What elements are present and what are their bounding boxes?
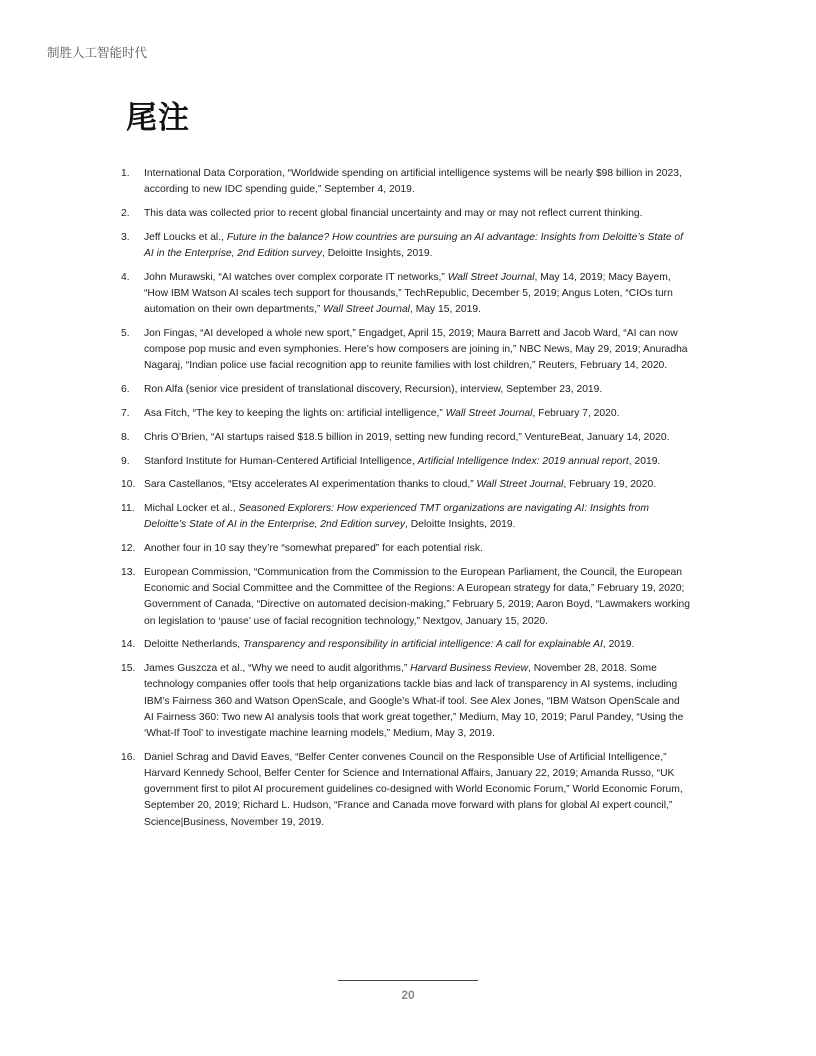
endnote-number: 11. [121,503,135,515]
endnote-number: 6. [121,384,130,396]
endnote-number: 7. [121,408,130,419]
endnote-text: , November 28, 2018. Some technology companies offer tools that help organizations tackle bias and lack of transparency in AI systems, including IBM’s Fairness 360 and Watson OpenScale, and Google’s What-if tool. See Alex Jones, “IBM Watson OpenScale and AI Fairness 360: Two new AI analysis tools that work great together,” Medium, May 10, 2019; Parul Pandey, “Using the ‘What-If Tool’ to investigate machine learning models,” Medium, May 3, 2019. [144,663,684,739]
endnote-title-italic: Wall Street Journal [445,408,533,419]
endnote-item [121,501,691,533]
endnote-title-italic: Wall Street Journal [323,304,410,316]
endnote-item [121,661,691,742]
endnote-title-italic: Wall Street Journal [476,479,564,491]
endnote-text: John Murawski, “AI watches over complex corporate IT networks,” [144,271,448,283]
endnote-text: Sara Castellanos, “Etsy accelerates AI experimentation thanks to cloud,” [144,479,477,491]
endnote-title-italic: Wall Street Journal [447,271,535,283]
endnote-item [121,382,691,398]
endnote-text: , February 7, 2020. [532,408,620,419]
endnote-text: International Data Corporation, “Worldwide spending on artificial intelligence systems will be nearly $98 billion in 2023, according to new IDC spending guide,” September 4, 2019. [144,168,682,196]
endnote-text: Another four in 10 say they’re “somewhat prepared” for each potential risk. [144,543,483,555]
endnote-number: 8. [121,431,130,443]
endnote-item [121,750,691,831]
endnote-text: Daniel Schrag and David Eaves, “Belfer Center convenes Council on the Responsible Use of Artificial Intelligence,” Harvard Kennedy School, Belfer Center for Science and International Affairs, January 22, 2019; Amanda Russo, “UK government first to pilot AI procurement guidelines co-designed with World Economic Forum,” World Economic Forum, September 20, 2019; Richard L. Hudson, “France and Canada move forward with plans for global AI expert council,” Science|Business, November 19, 2019. [144,751,683,828]
endnote-text: , 2019. [628,455,661,467]
endnote-text: Ron Alfa (senior vice president of translational discovery, Recursion), interview, September 23, 2019. [144,384,603,396]
endnote-item [121,230,691,262]
endnote-text: , May 14, 2019; Macy Bayem, “How IBM Watson AI scales tech support for thousands,” TechRepublic, December 5, 2019; Angus Loten, “CIOs turn automation on their own departments,” [144,271,673,316]
endnote-number: 9. [121,455,130,467]
endnote-text: Deloitte Netherlands, [144,639,244,651]
endnote-text: Asa Fitch, “The key to keeping the lights on: artificial intelligence,” [144,408,446,419]
endnote-title-italic: Artificial Intelligence Index: 2019 annual report [417,455,629,467]
endnote-item [121,637,691,653]
endnote-text: , Deloitte Insights, 2019. [322,248,433,259]
endnote-text: , Deloitte Insights, 2019. [405,519,516,531]
endnote-text: Michal Locker et al., [144,503,239,515]
endnote-text: European Commission, “Communication from the Commission to the European Parliament, the Council, the European Economic and Social Committee and the Committee of the Regions: A European strategy for data,” February 19, 2020; Government of Canada, “Directive on automated decision-making,” February 5, 2019; Aaron Boyd, “Lawmakers working on legislation to ‘pause’ use of facial recognition technology,” Nextgov, January 15, 2020. [144,566,691,627]
endnote-text: , 2019. [602,639,635,651]
endnote-item [121,565,691,630]
endnote-number: 13. [121,566,136,578]
endnote-number: 10. [121,479,136,491]
endnotes-list [121,166,691,838]
endnote-number: 2. [121,208,130,219]
endnote-item [121,477,691,493]
endnote-number: 4. [121,271,130,283]
endnote-item [121,206,691,222]
endnote-number: 15. [121,663,136,675]
endnote-number: 14. [121,639,136,651]
endnote-number: 16. [121,751,136,763]
endnote-title-italic: Transparency and responsibility in artificial intelligence: A call for explainable AI [243,639,603,651]
endnote-text: , May 15, 2019. [409,304,481,316]
endnote-text: Jon Fingas, “AI developed a whole new sport,” Engadget, April 15, 2019; Maura Barrett and Jacob Ward, “AI can now compose pop music and even symphonies. Here’s how composers are joining in,” NBC News, May 29, 2019; Anuradha Nagaraj, “Indian police use facial recognition app to reunite families with lost children,” Reuters, February 14, 2020. [144,328,688,372]
endnote-text: This data was collected prior to recent global financial uncertainty and may or may not reflect current thinking. [144,208,643,219]
footer-divider [338,980,478,981]
endnote-text: James Guszcza et al., “Why we need to audit algorithms,” [144,663,411,675]
page-number: 20 [401,988,415,1002]
endnote-item [121,166,691,198]
endnote-text: Chris O’Brien, “AI startups raised $18.5 billion in 2019, setting new funding record,” VentureBeat, January 14, 2020. [144,431,670,443]
endnote-title-italic: Seasoned Explorers: How experienced TMT organizations are navigating AI: Insights from Deloitte’s State of AI in the Enterprise, 2nd Edition survey [144,503,649,531]
endnote-item [121,270,691,319]
running-header: 制胜人工智能时代 [47,46,148,60]
page-title: 尾注 [126,100,190,136]
endnote-item [121,430,691,446]
endnote-text: Jeff Loucks et al., [144,231,227,243]
endnote-number: 3. [121,231,130,243]
endnote-number: 12. [121,543,136,555]
endnote-item [121,541,691,557]
endnote-text: Stanford Institute for Human-Centered Artificial Intelligence, [144,455,418,467]
endnote-number: 5. [121,328,130,339]
endnote-title-italic: Future in the balance? How countries are pursuing an AI advantage: Insights from Deloitte’s State of AI in the Enterprise, 2nd Edition survey [144,231,683,259]
endnote-text: , February 19, 2020. [563,479,657,491]
endnote-item [121,326,691,375]
endnote-title-italic: Harvard Business Review [410,663,529,675]
endnote-item [121,406,691,422]
endnote-item [121,454,691,470]
endnote-number: 1. [121,168,130,179]
